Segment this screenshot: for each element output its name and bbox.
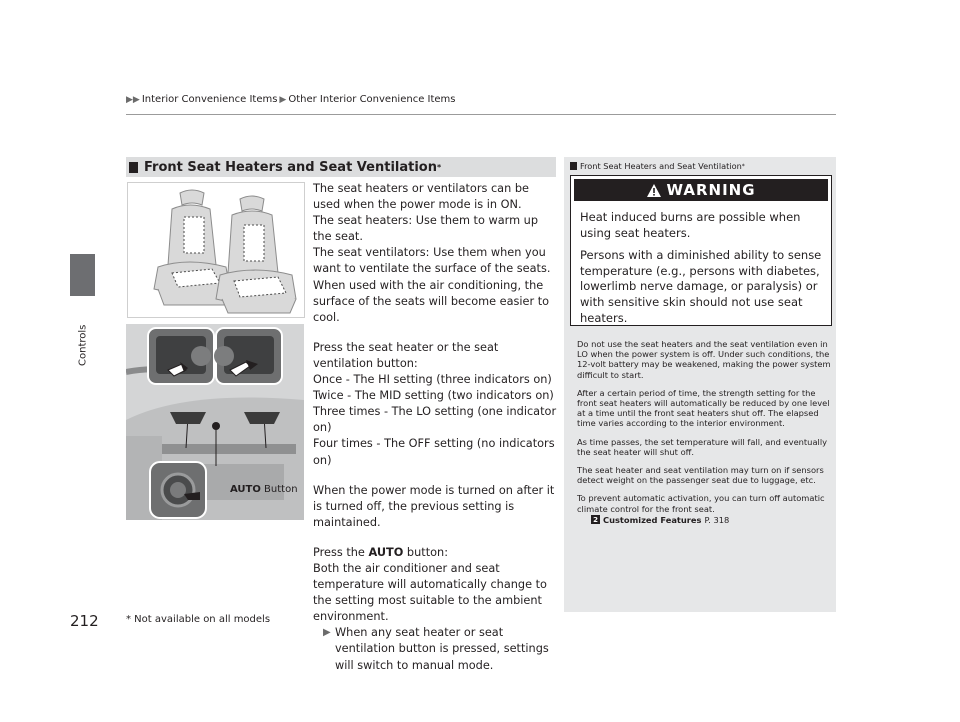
seat-illustration <box>127 182 305 318</box>
side-title-square-icon <box>570 162 577 170</box>
body-paragraph: When the power mode is turned on after it is turned off, the previous setting is maintained. <box>313 483 555 529</box>
sub-note <box>323 625 559 673</box>
breadcrumb-parent[interactable]: Interior Convenience Items <box>141 94 278 105</box>
body-paragraph: Both the air conditioner and seat temperature will automatically change to the setting most suitable to the ambient environment. <box>313 561 547 624</box>
cross-reference-icon: 2 <box>591 515 600 524</box>
xref-page: P. 318 <box>704 514 730 525</box>
warning-box <box>570 175 832 326</box>
side-title-text: Front Seat Heaters and Seat Ventilation <box>580 161 742 171</box>
breadcrumb-current[interactable]: Other Interior Convenience Items <box>288 94 456 105</box>
breadcrumb-arrow-icon: ▶ <box>279 94 287 105</box>
auto-label-bold: AUTO <box>230 484 261 495</box>
body-paragraph: Press the seat heater or the seat ventilation button: <box>313 340 499 370</box>
side-notes-panel <box>564 157 836 612</box>
side-title-asterisk: * <box>741 162 745 170</box>
section-heading <box>126 157 556 177</box>
breadcrumb <box>126 94 456 105</box>
warning-body <box>571 204 831 326</box>
cross-reference-link[interactable] <box>577 515 833 525</box>
section-asterisk: * <box>436 162 442 172</box>
side-panel-title <box>570 161 745 171</box>
body-paragraph: The seat ventilators: Use them when you want to ventilate the surface of the seats. When used with the air conditioning, the surface of the seats will become easier to cool. <box>313 246 551 324</box>
seats-drawing-icon <box>128 183 304 317</box>
setting-line: Once - The HI setting (three indicators on) <box>313 373 552 387</box>
xref-label: Customized Features <box>603 514 702 525</box>
page-number: 212 <box>70 612 99 630</box>
breadcrumb-arrow-icon: ▶▶ <box>126 94 140 105</box>
chapter-label: Controls <box>77 324 89 366</box>
side-note: Do not use the seat heaters and the seat ventilation even in LO when the power system is off. Under such conditions, the 12-volt battery may be weakened, making the power system difficult to start. <box>577 339 831 380</box>
side-note: As time passes, the set temperature will fall, and eventually the seat heater will shut off. <box>577 436 828 457</box>
sub-note-text: When any seat heater or seat ventilation button is pressed, settings will switch to manual mode. <box>335 626 549 672</box>
side-note: After a certain period of time, the strength setting for the front seat heaters will automatically be reduced by one level at a time until the front seat heaters shut off. The elapsed time varies according to the interior environment. <box>577 387 830 429</box>
chapter-tab <box>70 254 95 296</box>
main-body-text <box>313 181 559 674</box>
footnote: * Not available on all models <box>126 614 271 625</box>
auto-press-bold: AUTO <box>368 545 404 559</box>
auto-button-label <box>230 484 298 495</box>
auto-press-pre: Press the <box>313 545 369 559</box>
section-square-icon <box>129 162 138 173</box>
setting-line: Twice - The MID setting (two indicators on) <box>313 389 554 403</box>
note-arrow-icon: ▶ <box>323 627 331 639</box>
warning-text: Persons with a diminished ability to sense temperature (e.g., persons with diabetes, lowerlimb nerve damage, or paralysis) or with sensitive skin should not use seat heaters. <box>580 248 822 325</box>
side-notes <box>577 339 833 525</box>
section-title: Front Seat Heaters and Seat Ventilation <box>144 159 437 175</box>
auto-label-rest: Button <box>260 484 298 495</box>
warning-label: WARNING <box>666 181 756 199</box>
warning-text: Heat induced burns are possible when using seat heaters. <box>580 210 801 240</box>
side-note: To prevent automatic activation, you can turn off automatic climate control for the front seat. <box>577 493 825 514</box>
body-paragraph: The seat heaters: Use them to warm up the seat. <box>313 214 539 244</box>
warning-triangle-icon <box>646 183 662 198</box>
header-divider <box>126 114 836 115</box>
setting-line: Four times - The OFF setting (no indicators on) <box>313 437 555 467</box>
body-paragraph: The seat heaters or ventilators can be used when the power mode is in ON. <box>313 182 529 212</box>
side-note: The seat heater and seat ventilation may turn on if sensors detect weight on the passenger seat due to luggage, etc. <box>577 465 824 486</box>
body-paragraph <box>313 545 559 561</box>
dashboard-illustration <box>126 324 304 520</box>
auto-press-post: button: <box>403 545 449 559</box>
setting-line: Three times - The LO setting (one indicator on) <box>313 405 557 435</box>
warning-header <box>574 179 828 201</box>
